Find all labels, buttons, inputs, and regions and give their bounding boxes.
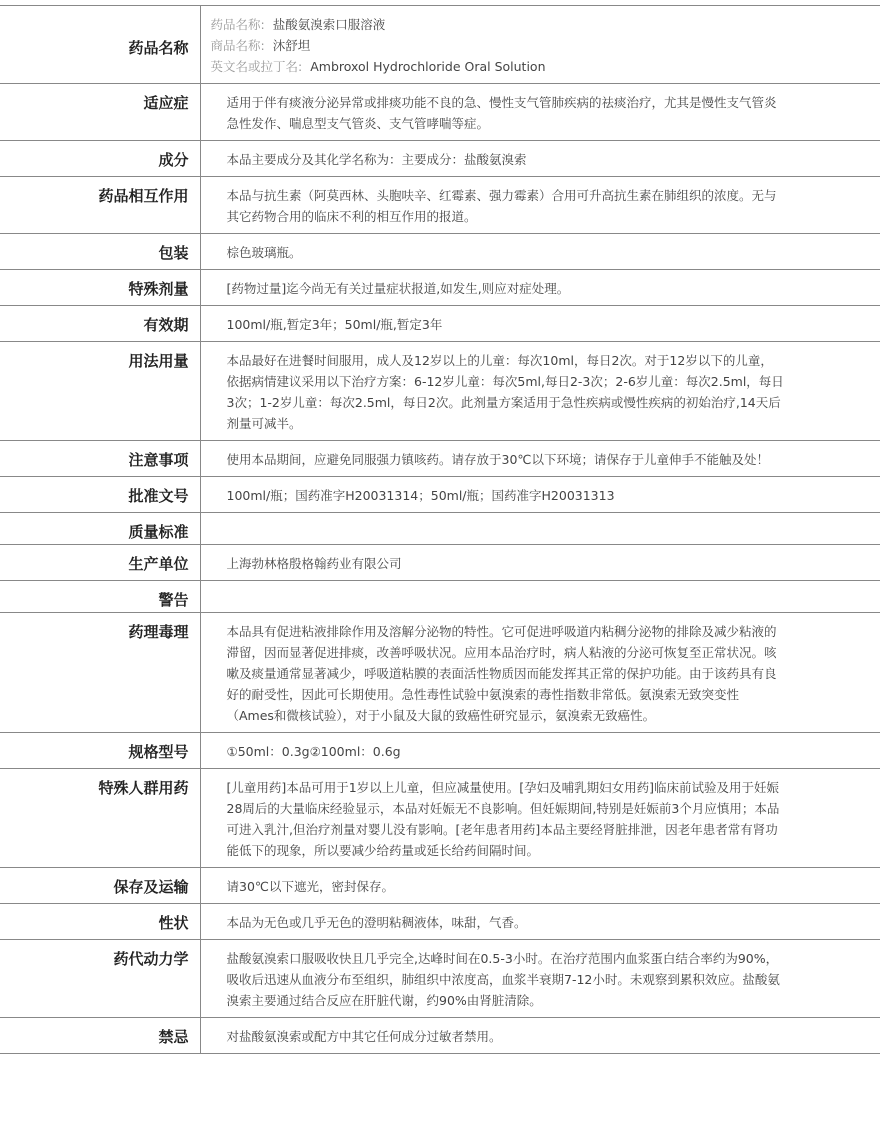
spec-row: [0, 868, 880, 904]
spec-row: [0, 545, 880, 581]
row-value: 盐酸氨溴索口服吸收快且几乎完全,达峰时间在0.5-3小时。在治疗范围内血浆蛋白结合率约为90%，吸收后迅速从血液分布至组织，肺组织中浓度高，血浆半衰期7-12小时。未观察到累积效应。盐酸氨溴索主要通过结合反应在肝脏代谢，约90%由肾脏清除。: [200, 940, 880, 1018]
row-value: [200, 581, 880, 613]
english-name-label: 英文名或拉丁名:: [210, 59, 303, 74]
row-value: 100ml/瓶,暂定3年；50ml/瓶,暂定3年: [200, 306, 880, 342]
row-value: 本品与抗生素（阿莫西林、头胞呋辛、红霉素、强力霉素）合用可升高抗生素在肺组织的浓度。无与其它药物合用的临床不利的相互作用的报道。: [200, 177, 880, 234]
row-label: 禁忌: [0, 1018, 200, 1054]
row-value: 100ml/瓶；国药准字H20031314；50ml/瓶；国药准字H20031313: [200, 477, 880, 513]
row-value: 本品最好在进餐时间服用，成人及12岁以上的儿童：每次10ml，每日2次。对于12岁以下的儿童，依据病情建议采用以下治疗方案：6-12岁儿童：每次5ml,每日2-3次；2-6岁儿童：每次2.5ml，每日3次；1-2岁儿童：每次2.5ml，每日2次。此剂量方案适用于急性疾病或慢性疾病的初始治疗,14天后剂量可减半。: [200, 342, 880, 441]
row-label: 适应症: [0, 84, 200, 141]
spec-row: [0, 141, 880, 177]
row-value: 棕色玻璃瓶。: [200, 234, 880, 270]
spec-row: [0, 733, 880, 769]
row-label: 有效期: [0, 306, 200, 342]
drug-spec-table: [0, 5, 880, 1054]
spec-row: [0, 613, 880, 733]
row-label: 特殊人群用药: [0, 769, 200, 868]
row-label: 注意事项: [0, 441, 200, 477]
spec-row: [0, 513, 880, 545]
row-label: 性状: [0, 904, 200, 940]
row-label-drug-name: 药品名称: [0, 6, 200, 84]
generic-name-line: [211, 14, 786, 35]
generic-name-value: 盐酸氨溴索口服溶液: [272, 17, 386, 32]
row-value: ①50ml：0.3g②100ml：0.6g: [200, 733, 880, 769]
row-label: 生产单位: [0, 545, 200, 581]
spec-row: [0, 904, 880, 940]
row-value: 本品为无色或几乎无色的澄明粘稠液体，味甜，气香。: [200, 904, 880, 940]
generic-name-label: 药品名称:: [210, 17, 265, 32]
row-label: 质量标准: [0, 513, 200, 545]
row-drug-name: [0, 6, 880, 84]
spec-row: [0, 270, 880, 306]
row-label: 特殊剂量: [0, 270, 200, 306]
row-label: 用法用量: [0, 342, 200, 441]
row-label: 药代动力学: [0, 940, 200, 1018]
row-value: 对盐酸氨溴索或配方中其它任何成分过敏者禁用。: [200, 1018, 880, 1054]
row-value: [200, 513, 880, 545]
spec-row: [0, 441, 880, 477]
row-label: 规格型号: [0, 733, 200, 769]
spec-row: [0, 1018, 880, 1054]
row-label: 警告: [0, 581, 200, 613]
spec-row: [0, 769, 880, 868]
english-name-value: Ambroxol Hydrochloride Oral Solution: [310, 59, 546, 74]
drug-spec-body: [0, 6, 880, 1054]
spec-row: [0, 177, 880, 234]
row-label: 药理毒理: [0, 613, 200, 733]
trade-name-line: [211, 35, 786, 56]
spec-row: [0, 234, 880, 270]
spec-row: [0, 342, 880, 441]
row-value: 本品具有促进粘液排除作用及溶解分泌物的特性。它可促进呼吸道内粘稠分泌物的排除及减少粘液的滞留，因而显著促进排痰，改善呼吸状况。应用本品治疗时，病人粘液的分泌可恢复至正常状况。咳嗽及痰量通常显著减少，呼吸道粘膜的表面活性物质因而能发挥其正常的保护功能。由于该药具有良好的耐受性，因此可长期使用。急性毒性试验中氨溴索的毒性指数非常低。氨溴索无致突变性（Ames和微核试验），对于小鼠及大鼠的致癌性研究显示，氨溴索无致癌性。: [200, 613, 880, 733]
row-label: 保存及运输: [0, 868, 200, 904]
row-value: 适用于伴有痰液分泌异常或排痰功能不良的急、慢性支气管肺疾病的祛痰治疗，尤其是慢性支气管炎急性发作、喘息型支气管炎、支气管哮喘等症。: [200, 84, 880, 141]
drug-name-block: [200, 6, 880, 84]
trade-name-label: 商品名称:: [210, 38, 265, 53]
spec-row: [0, 581, 880, 613]
row-value: 请30℃以下遮光，密封保存。: [200, 868, 880, 904]
english-name-line: [211, 56, 786, 77]
row-label: 成分: [0, 141, 200, 177]
row-value: 上海勃林格殷格翰药业有限公司: [200, 545, 880, 581]
spec-row: [0, 306, 880, 342]
trade-name-value: 沐舒坦: [272, 38, 311, 53]
row-label: 包装: [0, 234, 200, 270]
spec-row: [0, 940, 880, 1018]
row-value: 本品主要成分及其化学名称为：主要成分：盐酸氨溴索: [200, 141, 880, 177]
row-value: 使用本品期间，应避免同服强力镇咳药。请存放于30℃以下环境；请保存于儿童伸手不能触及处！: [200, 441, 880, 477]
spec-row: [0, 84, 880, 141]
row-label: 药品相互作用: [0, 177, 200, 234]
spec-row: [0, 477, 880, 513]
row-label: 批准文号: [0, 477, 200, 513]
row-value: [儿童用药]本品可用于1岁以上儿童，但应减量使用。[孕妇及哺乳期妇女用药]临床前试验及用于妊娠28周后的大量临床经验显示，本品对妊娠无不良影响。但妊娠期间,特别是妊娠前3个月应慎用；本品可进入乳汁,但治疗剂量对婴儿没有影响。[老年患者用药]本品主要经肾脏排泄，因老年患者常有肾功能低下的现象，所以要减少给药量或延长给药间隔时间。: [200, 769, 880, 868]
row-value: [药物过量]迄今尚无有关过量症状报道,如发生,则应对症处理。: [200, 270, 880, 306]
